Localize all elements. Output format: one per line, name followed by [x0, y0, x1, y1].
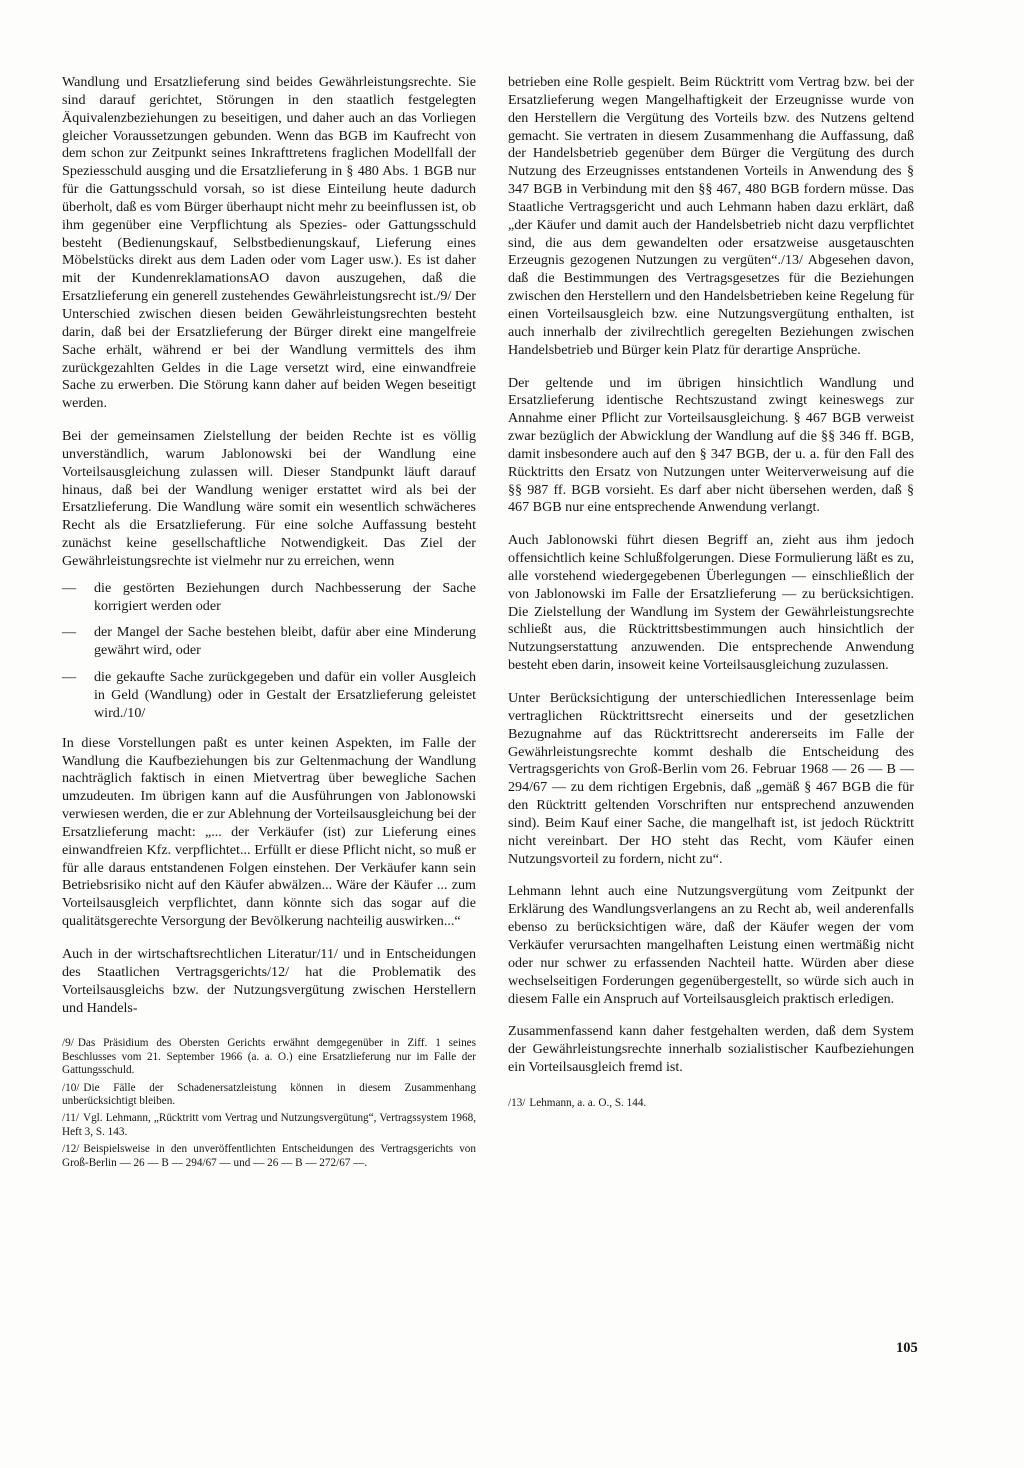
paragraph-rechtszustand: Der geltende und im übrigen hinsichtlich Wandlung und Ersatzlieferung identische Rechtszustand zwingt keineswegs zur Annahme einer Pflicht zur Vorteilsausgleichung. § 467 BGB verweist zwar bezüglich der Abwicklung der Wandlung auf die §§ 346 ff. BGB, damit insbesondere auch auf den § 347 BGB, der u. a. für den Fall des Rücktritts den Ersatz von Nutzungen unter Weiterverweisung auf die §§ 987 ff. BGB vorsieht. Es darf aber nicht übersehen werden, daß § 467 BGB nur eine entsprechende Anwendung verlangt. — [508, 374, 914, 516]
footnote-text: Lehmann, a. a. O., S. 144. — [529, 1096, 647, 1109]
paragraph-lehmann: Lehmann lehnt auch eine Nutzungsvergütung vom Zeitpunkt der Erklärung des Wandlungsverlangens an zu Recht ab, weil anderenfalls ebenso zu berücksichtigen wäre, daß der Käufer wegen der vom Verkäufer verursachten mangelhaften Leistung einen wertmäßig nicht oder nur schwer zu erfassenden Nachteil hatte. Würden aber diese wechselseitigen Forderungen gegenübergestellt, so würde sich auch in diesem Falle ein Anspruch auf Vorteilsausgleich praktisch erledigen. — [508, 883, 914, 1007]
paragraph-interessenlage: Unter Berücksichtigung der unterschiedlichen Interessenlage beim vertraglichen Rücktrittsrecht einerseits und der gesetzlichen Bezugnahme auf das Rücktrittsrecht andererseits im Falle der Gewährleistungsrechte kommt deshalb die Entscheidung des Vertragsgerichts von Groß-Berlin vom 26. Februar 1968 — 26 — B — 294/67 — zu dem richtigen Ergebnis, daß „gemäß § 467 BGB die für den Rücktritt geltenden Vorschriften nur entsprechend anzuwenden sind). Beim Kauf einer Sache, die mangelhaft ist, ist jedoch Rücktritt nicht vereinbart. Der HO steht das Recht, vom Käufer einen Nutzungsvorteil zu fordern, nicht zu“. — [508, 690, 914, 867]
footnote-12 — [62, 1143, 476, 1170]
list-item: — die gekaufte Sache zurückgegeben und dafür ein voller Ausgleich in Geld (Wandlung) oder in Gestalt der Ersatzlieferung geleistet wird./10/ — [62, 669, 476, 723]
footnote-text: Das Präsidium des Obersten Gerichts erwähnt demgegenüber in Ziff. 1 seines Beschlusses vom 21. September 1966 (a. a. O.) eine Ersatzlieferung nur im Falle der Gattungsschuld. — [62, 1037, 476, 1077]
list-item: — der Mangel der Sache bestehen bleibt, dafür aber eine Minderung gewährt wird, oder — [62, 624, 476, 660]
footnote-11 — [62, 1112, 476, 1139]
footnote-mark: /11/ — [62, 1112, 79, 1125]
footnote-13 — [508, 1097, 914, 1110]
paragraph-handelsbetriebe: betrieben eine Rolle gespielt. Beim Rücktritt vom Vertrag bzw. bei der Ersatzlieferung wegen Mangelhaftigkeit der Erzeugnisse wurde von den Herstellern die Vergütung des Vorteils bzw. des Nutzens geltend gemacht. Sie vertraten in diesem Zusammenhang die Auffassung, daß der Handelsbetrieb gegenüber dem Bürger die Vergütung des durch Nutzung des Erzeugnisses entstandenen Vorteils in Anwendung des § 347 BGB in Verbindung mit den §§ 467, 480 BGB fordern müsse. Das Staatliche Vertragsgericht und auch Lehmann haben dazu erklärt, daß „der Käufer und damit auch der Handelsbetrieb nicht dazu verpflichtet sind, die aus dem gewandelten oder ersatzweise ausgetauschten Erzeugnis gezogenen Nutzungen zu vergüten“./13/ Abgesehen davon, daß die Bestimmungen des Vertragsgesetzes für die Beziehungen zwischen den Herstellern und den Handelsbetrieben keine Regelung für einen Vorteilsausgleich bzw. eine Nutzungsvergütung enthalten, ist auch innerhalb der zivilrechtlich geregelten Beziehungen zwischen Handelsbetrieb und Bürger kein Platz für derartige Ansprüche. — [508, 74, 914, 358]
footnotes-left — [62, 1037, 476, 1170]
paragraph-jablonowski: Auch Jablonowski führt diesen Begriff an, zieht aus ihm jedoch offensichtlich keine Schlußfolgerungen. Diese Formulierung läßt es zu, alle vorstehend wiedergegebenen Überlegungen — einschließlich der von Jablonowski im Falle der Ersatzlieferung — zu berücksichtigen. Die Zielstellung der Wandlung im System der Gewährleistungsrechte schließt aus, die Rücktrittsbestimmungen auch hinsichtlich der Nutzungserstattung anzuwenden. Die entsprechende Anwendung besteht eben darin, insoweit keine Vorteilsausgleichung zuzulassen. — [508, 532, 914, 674]
list-item: — die gestörten Beziehungen durch Nachbesserung der Sache korrigiert werden oder — [62, 580, 476, 616]
conditions-list — [62, 580, 476, 723]
paragraph-zielstellung: Bei der gemeinsamen Zielstellung der beiden Rechte ist es völlig unverständlich, warum Jablonowski bei der Wandlung eine Vorteilsausgleichung zulassen will. Dieser Standpunkt läuft darauf hinaus, daß bei der Wandlung weniger erstattet wird als bei der Ersatzlieferung. Die Wandlung wäre somit ein wesentlich schwächeres Recht als die Ersatzlieferung. Für eine solche Auffassung besteht zunächst keine gesellschaftliche Notwendigkeit. Das Ziel der Gewährleistungsrechte ist vielmehr nur zu erreichen, wenn — [62, 428, 476, 569]
footnote-mark: /13/ — [508, 1096, 526, 1109]
footnote-9 — [62, 1037, 476, 1077]
paragraph-wandlung-ersatzlieferung: Wandlung und Ersatzlieferung sind beides Gewährleistungsrechte. Sie sind darauf gerichtet, Störungen in den staatlich festgelegten Äquivalenzbeziehungen zu beseitigen, und daher auch an das Vorliegen gleicher Voraussetzungen gebunden. Wenn das BGB im Kaufrecht von dem schon zur Zeitpunkt seines Inkrafttretens fraglichen Modellfall der Speziesschuld ausging und die Ersatzlieferung in § 480 Abs. 1 BGB nur für die Gattungsschuld vorsah, so ist diese Einteilung heute dadurch überholt, daß es vom Bürger überhaupt nicht mehr zu beeinflussen ist, ob ihm gegenüber eine Verpflichtung als Spezies- oder Gattungsschuld besteht (Bedienungskauf, Selbstbedienungskauf, Lieferung eines Möbelstücks direkt aus dem Laden oder vom Lager usw.). Es ist daher mit der KundenreklamationsAO davon auszugehen, daß die Ersatzlieferung ein generell zustehendes Gewährleistungsrecht ist./9/ Der Unterschied zwischen diesen beiden Gewährleistungsrechten besteht darin, daß bei der Ersatzlieferung der Bürger direkt eine mangelfreie Sache erhält, während er bei der Wandlung vermittels des ihm zurückgezahlten Geldes in die Lage versetzt wird, eine einwandfreie Sache zu erwerben. Die Störung kann daher auf beiden Wegen beseitigt werden. — [62, 74, 476, 412]
paragraph-vorstellungen: In diese Vorstellungen paßt es unter keinen Aspekten, im Falle der Wandlung die Kaufbeziehungen bis zur Geltenmachung der Wandlung nachträglich faktisch in einen Mietvertrag über bewegliche Sachen umzudeuten. Im übrigen kann auf die Ausführungen von Jablonowski verwiesen werden, die er zur Ablehnung der Vorteilsausgleichung bei der Ersatzlieferung macht: „... der Verkäufer (ist) zur Lieferung eines einwandfreien Kfz. verpflichtet... Erfüllt er diese Pflicht nicht, so muß er für alle daraus entstandenen Folgen einstehen. Der Verkäufer kann sein Betriebsrisiko nicht auf den Käufer abwälzen... Wäre der Käufer ... zum Vorteilsausgleich verpflichtet, dann könnte sich das sogar auf die qualitätsgerechte Versorgung der Bevölkerung nachteilig auswirken...“ — [62, 734, 476, 930]
footnote-mark: /9/ — [62, 1037, 74, 1050]
footnote-text: Vgl. Lehmann, „Rücktritt vom Vertrag und Nutzungsvergütung“, Vertragssystem 1968, Heft 3, S. 143. — [62, 1112, 476, 1138]
footnote-mark: /12/ — [62, 1143, 80, 1156]
footnote-text: Die Fälle der Schadenersatzleistung können in diesem Zusammenhang unberücksichtigt bleiben. — [62, 1081, 476, 1107]
paragraph-literatur: Auch in der wirtschaftsrechtlichen Literatur/11/ und in Entscheidungen des Staatlichen Vertragsgerichts/12/ hat die Problematik des Vorteilsausgleichs bzw. der Nutzungsvergütung zwischen Herstellern und Handels- — [62, 945, 476, 1016]
footnotes-right — [508, 1097, 914, 1110]
footnote-text: Beispielsweise in den unveröffentlichten Entscheidungen des Vertragsgerichts von Groß-Berlin — 26 — B — 294/67 — und — 26 — B — 272/67 —. — [62, 1143, 476, 1169]
paragraph-zusammenfassung: Zusammenfassend kann daher festgehalten werden, daß dem System der Gewährleistungsrechte innerhalb sozialistischer Kaufbeziehungen ein Vorteilsausgleich fremd ist. — [508, 1023, 914, 1076]
footnote-mark: /10/ — [62, 1081, 80, 1094]
left-column — [62, 74, 476, 1174]
right-column — [508, 74, 914, 1114]
footnote-10 — [62, 1082, 476, 1109]
page-number: 105 — [896, 1340, 918, 1356]
